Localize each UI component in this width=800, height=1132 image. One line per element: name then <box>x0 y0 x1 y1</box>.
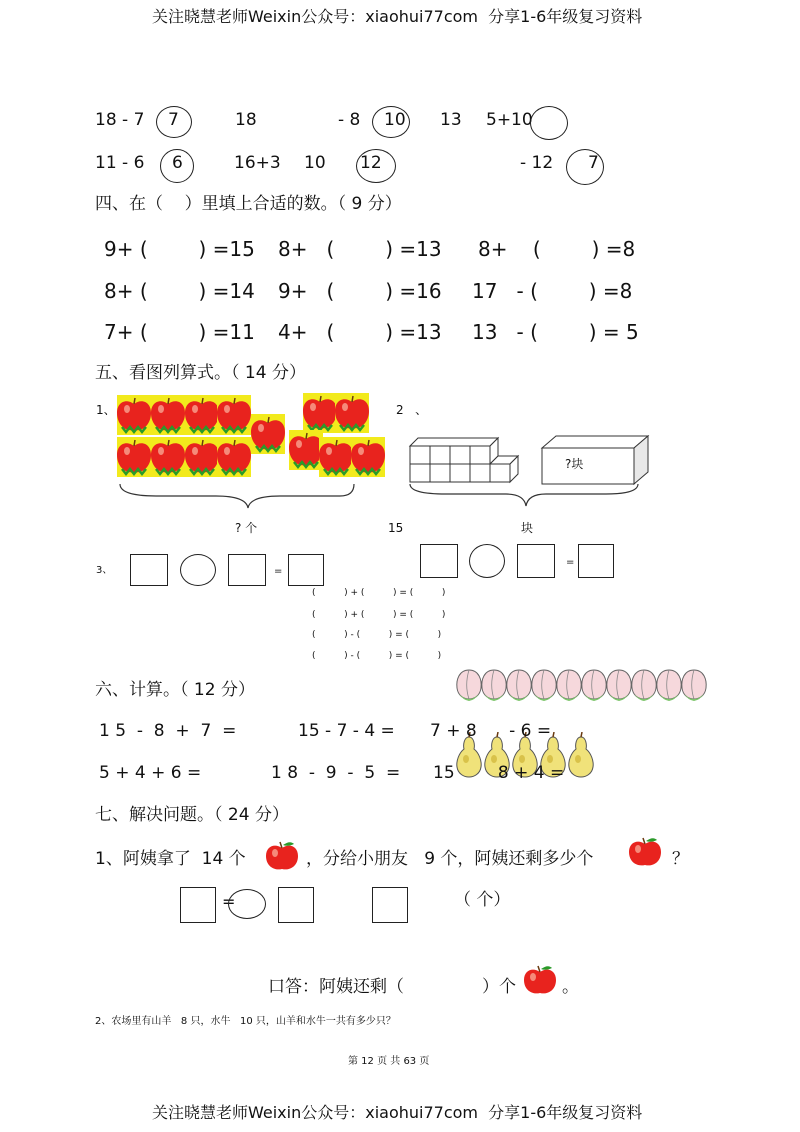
block-question-label: ?块 <box>565 457 584 471</box>
expression: - 8 <box>338 110 361 130</box>
expression: 16+3 <box>234 153 281 173</box>
section-6-title: 六、计算。（ 12 分） <box>95 680 255 700</box>
braces <box>116 482 650 512</box>
oral-answer-start: 口答：阿姨还剩（ <box>268 977 404 997</box>
header-banner: 关注晓慧老师Weixin公众号：xiaohui77com 分享1-6年级复习资料 <box>152 7 643 26</box>
equals-sign: = <box>566 557 575 568</box>
calculation: 7 + 8 - 6 = <box>430 721 552 741</box>
fill-blank-equation: 8+ ( ) =13 <box>278 237 442 261</box>
question-1-text-mid: ，分给小朋友 9 个，阿姨还剩多少个 <box>306 849 594 869</box>
oral-answer-end: 。 <box>562 977 579 997</box>
fill-blank-equation: 13 - ( ) = 5 <box>472 320 639 344</box>
small-equation: ( ) - ( ) = ( ) <box>312 630 442 640</box>
expression: - 12 <box>520 153 554 173</box>
fill-blank-equation: 9+ ( ) =15 <box>104 237 255 261</box>
expression: 5+10 <box>486 110 533 130</box>
question-1-text-end: ？ <box>672 849 689 869</box>
answer-box <box>372 887 408 923</box>
calculation: 1 8 - 9 - 5 = <box>271 763 401 783</box>
apple-icon <box>518 962 562 998</box>
calculation: 15 - 7 - 4 = <box>298 721 395 741</box>
answer-value: 7 <box>168 110 179 130</box>
operator-circle <box>469 544 505 578</box>
question-1-label: 1、 <box>96 403 116 417</box>
fill-blank-equation: 4+ ( ) =13 <box>278 320 442 344</box>
fill-blank-equation: 9+ ( ) =16 <box>278 279 442 303</box>
operator-circle <box>228 889 266 919</box>
fill-blank-equation: 7+ ( ) =11 <box>104 320 255 344</box>
expression: 10 <box>304 153 326 173</box>
question-2-label: 2 、 <box>396 403 428 417</box>
peaches-picture <box>455 664 715 704</box>
answer-value: 12 <box>360 153 382 173</box>
small-equation: ( ) + ( ) = ( ) <box>312 588 446 598</box>
calculation: 1 5 - 8 + 7 = <box>99 721 237 741</box>
answer-box <box>578 544 614 578</box>
fill-blank-equation: 8+ ( ) =8 <box>478 237 636 261</box>
operator-circle <box>180 554 216 586</box>
page-number: 第 12 页 共 63 页 <box>348 1056 430 1067</box>
blocks-given-label: 15 <box>388 521 404 535</box>
answer-box <box>278 887 314 923</box>
apple-total-label: ? 个 <box>235 521 258 535</box>
section-5-title: 五、看图列算式。（ 14 分） <box>95 363 306 383</box>
question-1-text-start: 1、阿姨拿了 14 个 <box>95 849 246 869</box>
calculation: 5 + 4 + 6 = <box>99 763 202 783</box>
question-3-label: 3、 <box>96 565 113 576</box>
answer-box <box>130 554 168 586</box>
apples-picture <box>116 393 388 479</box>
section-7-title: 七、解决问题。（ 24 分） <box>95 805 289 825</box>
apple-icon <box>262 838 302 874</box>
expression: 11 - 6 <box>95 153 145 173</box>
blocks-unit-label: 块 <box>521 521 534 535</box>
blocks-picture <box>404 430 654 490</box>
equals-sign: = <box>274 566 283 577</box>
answer-box <box>180 887 216 923</box>
small-equation: ( ) + ( ) = ( ) <box>312 610 446 620</box>
answer-box <box>517 544 555 578</box>
answer-value: 6 <box>172 153 183 173</box>
answer-value: 10 <box>384 110 406 130</box>
section-4-title: 四、在（ ）里填上合适的数。（ 9 分） <box>95 194 402 214</box>
expression: 18 <box>235 110 257 130</box>
expression: 13 <box>440 110 462 130</box>
answer-circle <box>530 106 568 140</box>
question-2-text: 2、农场里有山羊 8 只，水牛 10 只，山羊和水牛一共有多少只？ <box>95 1016 396 1027</box>
expression: 18 - 7 <box>95 110 145 130</box>
answer-value: 7 <box>588 153 599 173</box>
answer-box <box>228 554 266 586</box>
calculation: 15 8 + 4 = <box>433 763 565 783</box>
fill-blank-equation: 8+ ( ) =14 <box>104 279 255 303</box>
apple-icon <box>622 834 668 870</box>
fill-blank-equation: 17 - ( ) =8 <box>472 279 633 303</box>
unit-label: （ 个） <box>454 890 511 910</box>
footer-banner: 关注晓慧老师Weixin公众号：xiaohui77com 分享1-6年级复习资料 <box>152 1103 643 1122</box>
equals-sign: = <box>222 892 236 911</box>
answer-box <box>420 544 458 578</box>
oral-answer-mid: ）个 <box>482 977 516 997</box>
answer-box <box>288 554 324 586</box>
small-equation: ( ) - ( ) = ( ) <box>312 651 442 661</box>
